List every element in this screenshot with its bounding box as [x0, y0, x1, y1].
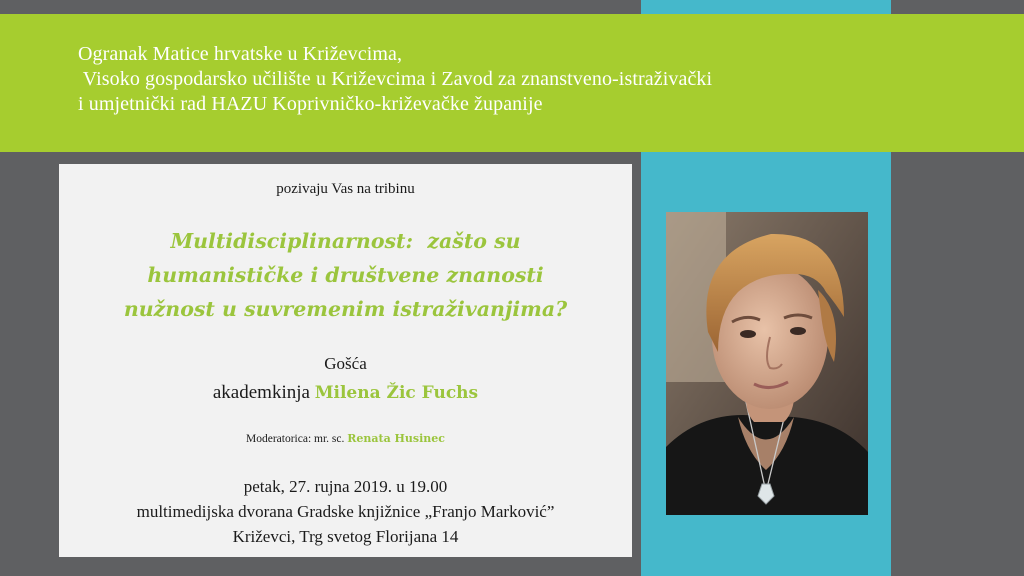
- invitation-intro: pozivaju Vas na tribinu: [276, 181, 415, 197]
- guest-title: akademkinja: [212, 382, 315, 403]
- organizer-line-1: Ogranak Matice hrvatske u Križevcima,: [78, 43, 403, 65]
- invitation-panel: [59, 164, 632, 557]
- moderator-name: Renata Husinec: [347, 432, 445, 445]
- event-details: [59, 474, 632, 549]
- guest-label: Gošća: [324, 354, 367, 373]
- event-venue: multimedijska dvorana Gradske knjižnice „Franjo Marković”: [136, 502, 555, 521]
- moderator-label: Moderatorica: mr. sc.: [246, 433, 348, 445]
- lecture-title-line-3: nužnost u suvremenim istraživanjima?: [123, 297, 568, 321]
- moderator-line: [59, 432, 632, 445]
- event-address: Križevci, Trg svetog Florijana 14: [232, 527, 459, 546]
- organizer-line-3: i umjetnički rad HAZU Koprivničko-križevačke županije: [78, 93, 543, 115]
- lecture-title: [59, 224, 632, 326]
- guest-line: [59, 382, 632, 404]
- guest-name: Milena Žic Fuchs: [314, 383, 479, 403]
- guest-portrait-photo: [666, 212, 868, 515]
- portrait-illustration: [666, 212, 868, 515]
- event-date-time: petak, 27. rujna 2019. u 19.00: [243, 477, 448, 496]
- lecture-title-line-1: Multidisciplinarnost: zašto su: [170, 229, 521, 253]
- organizers-text: [78, 42, 938, 117]
- organizer-line-2: Visoko gospodarsko učilište u Križevcima i Zavod za znanstveno-istraživački: [78, 68, 713, 90]
- lecture-title-line-2: humanističke i društvene znanosti: [147, 263, 544, 287]
